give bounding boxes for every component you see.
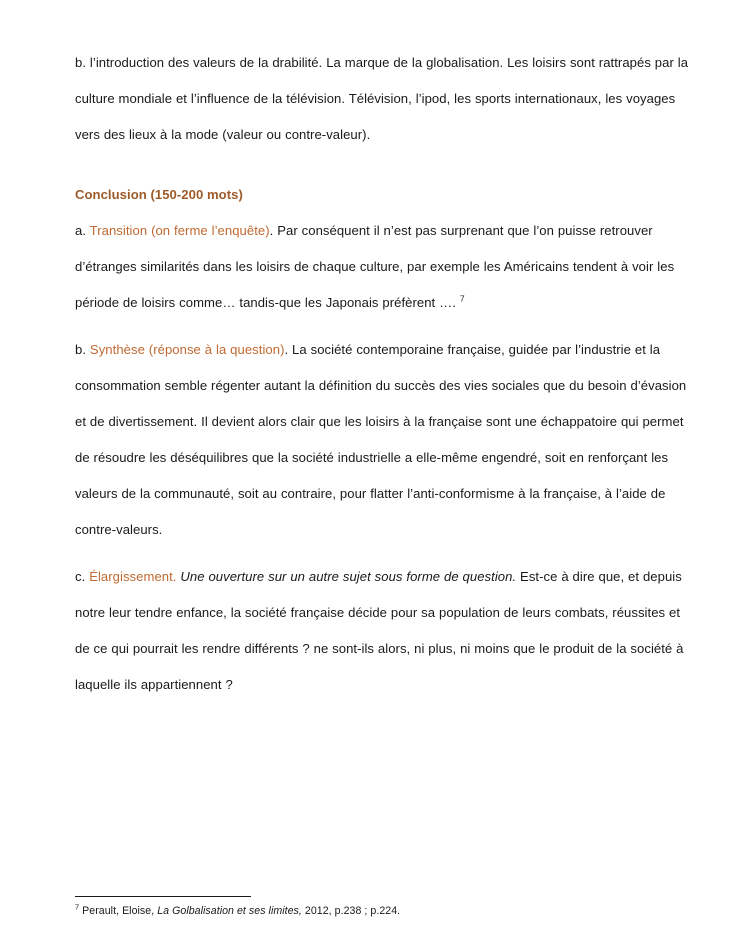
footnote-separator-rule xyxy=(75,896,251,897)
paragraph-section-a xyxy=(75,213,689,321)
paragraph-spacer xyxy=(75,548,689,559)
paragraph-spacer xyxy=(75,153,689,177)
footnote-details: 2012, p.238 ; p.224. xyxy=(301,905,401,917)
section-c-marker: c. xyxy=(75,569,90,584)
section-c-text: Est-ce à dire que, et depuis notre leur tendre enfance, la société française décide pour sa population de leurs combats, réussites et de ce qui pourrait les rendre différents ? ne sont-ils alors, ni plus, ni moins que le produit de la société à laquelle ils appartiennent ? xyxy=(75,569,684,692)
footnote-entry xyxy=(75,904,689,919)
section-c-italic-phrase: Une ouverture sur un autre sujet sous forme de question. xyxy=(176,569,517,584)
section-a-marker: a. xyxy=(75,223,90,238)
footnote-author: Perault, Eloise, xyxy=(79,905,158,917)
section-b-text: . La société contemporaine française, guidée par l’industrie et la consommation semble régenter autant la définition du succès des vies sociales que du besoin d’évasion et de divertissement. Il devient alors clair que les loisirs à la française sont une échappatoire qui permet de résoudre les déséquilibres que la société industrielle a elle-même engendré, soit en renforçant les valeurs de la communauté, soit au contraire, pour flatter l’anti-conformisme à la française, à l’aide de contre-valeurs. xyxy=(75,342,687,537)
footnote-area xyxy=(75,896,689,919)
paragraph-spacer xyxy=(75,321,689,332)
footnote-title: La Golbalisation et ses limites, xyxy=(157,905,302,917)
paragraph-section-c xyxy=(75,559,689,703)
section-a-accent-label: Transition (on ferme l’enquête) xyxy=(89,223,270,238)
section-heading-conclusion: Conclusion (150-200 mots) xyxy=(75,187,243,202)
footnote-number: 7 xyxy=(75,902,80,912)
section-b-marker: b. xyxy=(75,342,90,357)
section-a-text: . Par conséquent il n’est pas surprenant que l’on puisse retrouver d’étranges similarités dans les loisirs de chaque culture, par exemple les Américains tendent à voir les période de loisirs comme… tandis-que les Japonais préfèrent …. xyxy=(75,223,675,310)
section-b-accent-label: Synthèse (réponse à la question) xyxy=(89,342,285,357)
document-body xyxy=(75,45,689,703)
paragraph-b-introduction: b. l’introduction des valeurs de la drabilité. La marque de la globalisation. Les loisirs sont rattrapés par la culture mondiale et l’influence de la télévision. Télévision, l’ipod, les sports internationaux, les voyages vers des lieux à la mode (valeur ou contre-valeur). xyxy=(75,55,689,142)
paragraph-section-b xyxy=(75,332,689,548)
section-c-accent-label: Élargissement. xyxy=(89,569,177,584)
footnote-reference-7[interactable]: 7 xyxy=(459,293,465,304)
